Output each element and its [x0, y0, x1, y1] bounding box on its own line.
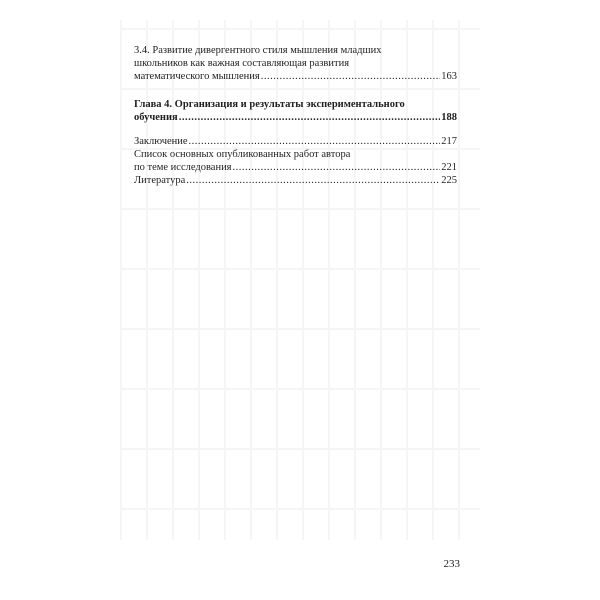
dot-leader [261, 70, 441, 83]
dot-leader [189, 135, 441, 148]
toc-entry-text: Список основных опубликованных работ автора [134, 149, 351, 160]
toc-page-number: 188 [441, 112, 457, 123]
dot-leader [179, 111, 441, 124]
page-number: 233 [443, 558, 460, 570]
toc-entry-literature [134, 174, 457, 187]
table-of-contents [134, 44, 457, 187]
toc-entry-text: школьников как важная составляющая развития [134, 58, 350, 69]
toc-page-number: 163 [441, 71, 457, 82]
dot-leader [233, 161, 441, 174]
dot-leader [186, 174, 440, 187]
toc-entry-text: по теме исследования [134, 162, 232, 173]
toc-page-number: 217 [441, 136, 457, 147]
toc-entry-text: Заключение [134, 136, 188, 147]
toc-entry-text: обучения [134, 112, 178, 123]
toc-entry-chapter-4 [134, 98, 457, 124]
toc-entry-conclusion [134, 135, 457, 148]
toc-entry-text: математического мышления [134, 71, 260, 82]
toc-entry-section-3-4 [134, 44, 457, 83]
toc-entry-text: Глава 4. Организация и результаты экспериментального [134, 99, 405, 110]
toc-entry-publications [134, 148, 457, 174]
toc-entry-text: 3.4. Развитие дивергентного стиля мышления младших [134, 45, 382, 56]
toc-page-number: 225 [441, 175, 457, 186]
toc-entry-text: Литература [134, 175, 186, 186]
toc-page-number: 221 [441, 162, 457, 173]
